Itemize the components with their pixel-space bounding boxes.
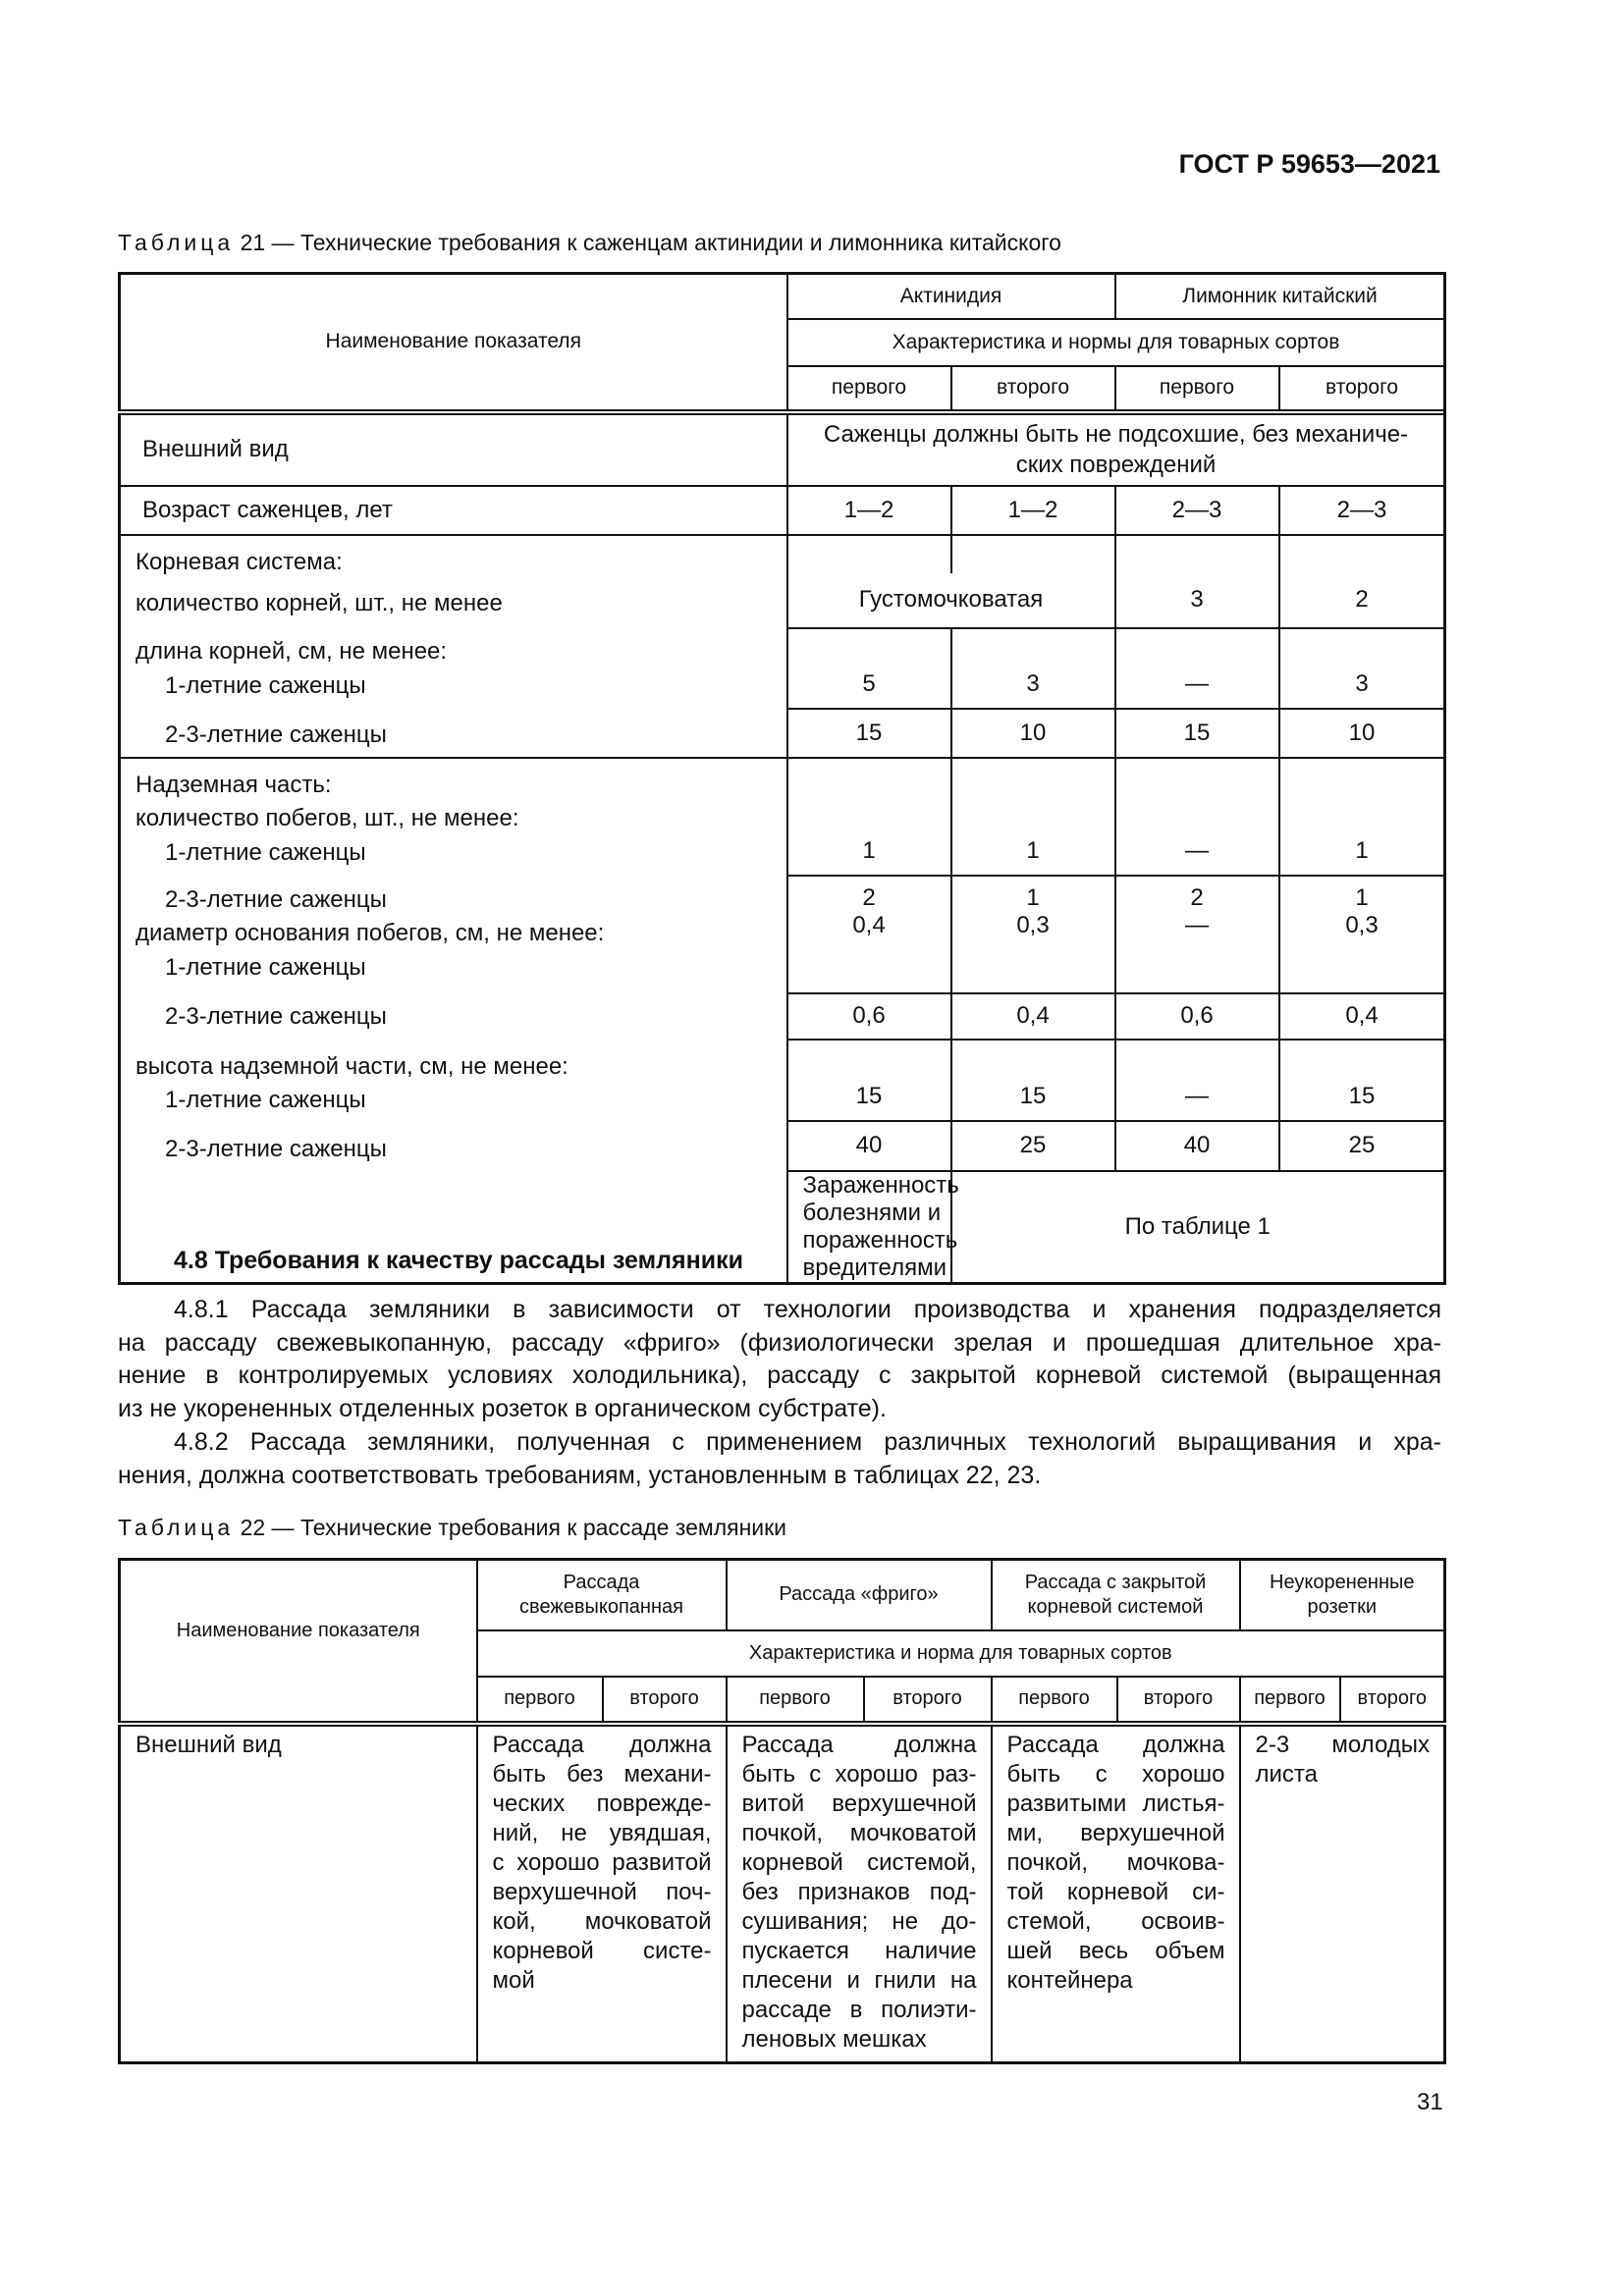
cell: По таблице 1 <box>951 1171 1445 1284</box>
appearance-cell <box>992 1724 1240 2063</box>
header-line: свежевыкопанная <box>519 1595 683 1618</box>
paragraph-4-8-1 <box>118 1294 1441 1425</box>
cell <box>787 535 1115 628</box>
label-line: диаметр основания побегов, см, не менее: <box>135 919 605 946</box>
row-label-roots <box>120 535 787 758</box>
cell: 3 <box>951 628 1115 709</box>
cell: 5 <box>787 628 951 709</box>
header-grade: первого <box>1115 366 1279 412</box>
header-line: Рассада <box>563 1571 640 1593</box>
cell: 2—3 <box>1115 486 1279 535</box>
appearance-cell <box>1240 1724 1445 2063</box>
row-label-above-ground <box>120 758 787 1284</box>
header-grade: второго <box>1340 1677 1445 1724</box>
value-line: Саженцы должны быть не подсохшие, без механиче- <box>823 421 1409 448</box>
label-line: высота надземной части, см, не менее: <box>135 1052 568 1080</box>
cell: 25 <box>951 1121 1115 1171</box>
cell: 1—2 <box>951 486 1115 535</box>
cell: 10 <box>951 709 1115 758</box>
header-grade: второго <box>951 366 1115 412</box>
cell: 10 <box>1279 709 1445 758</box>
cell-text: Густомочковатая <box>858 585 1044 613</box>
header-line: Неукорененные <box>1270 1571 1415 1593</box>
cell: 1 <box>787 758 951 876</box>
cell-line: без признаков под- <box>741 1878 977 1905</box>
label-line: 1-летние саженцы <box>165 671 366 699</box>
cell-text: 0,3 <box>1016 911 1050 938</box>
cell-text: 1 <box>1026 883 1040 911</box>
cell-line: 2-3 молодых <box>1255 1731 1431 1758</box>
header-type <box>992 1560 1240 1630</box>
header-indicator: Наименование показателя <box>120 1560 477 1724</box>
cell-line: листа <box>1255 1760 1318 1788</box>
cell: 15 <box>1115 709 1279 758</box>
header-actinidia: Актинидия <box>787 274 1115 319</box>
label-line: 2-3-летние саженцы <box>165 1135 387 1162</box>
table-22-caption <box>118 1515 786 1541</box>
cell-line: Рассада должна <box>492 1731 712 1758</box>
header-grade: первого <box>787 366 951 412</box>
cell-line: ческих поврежде- <box>492 1789 712 1817</box>
label-line: Корневая система: <box>135 548 343 575</box>
cell: 3 <box>1115 535 1279 628</box>
cell-line: быть с хорошо раз- <box>741 1760 977 1788</box>
table-21-caption <box>118 230 1061 256</box>
cell: 25 <box>1279 1121 1445 1171</box>
cell-line: пускается наличие <box>741 1937 977 1964</box>
cell: 3 <box>1279 628 1445 709</box>
cell-line: плесени и гнили на <box>741 1966 977 1994</box>
label-line: 2-3-летние саженцы <box>165 885 387 913</box>
label-line: количество корней, шт., не менее <box>135 589 503 616</box>
label-line: 2-3-летние саженцы <box>165 1002 387 1030</box>
cell <box>951 876 1115 993</box>
cell-line: быть без механи- <box>492 1760 712 1788</box>
caption-word: Таблица <box>118 230 235 255</box>
cell <box>787 876 951 993</box>
cell-line: ний, не увядшая, <box>492 1819 712 1846</box>
cell-line: той корневой си- <box>1006 1878 1225 1905</box>
page-number: 31 <box>1417 2089 1443 2115</box>
cell-line: Рассада должна <box>1006 1731 1225 1758</box>
paragraph-4-8-2 <box>118 1426 1441 1492</box>
header-norms: Характеристика и норма для товарных сортов <box>477 1630 1445 1677</box>
cell-text: 0,4 <box>852 911 886 938</box>
header-grade: второго <box>1117 1677 1240 1724</box>
cell-line: корневой систе- <box>492 1937 712 1964</box>
cell-line: почкой, мочковатой <box>741 1819 977 1846</box>
header-line: Рассада с закрытой <box>1024 1571 1207 1593</box>
appearance-cell <box>727 1724 992 2063</box>
cell: 0,4 <box>951 993 1115 1040</box>
cell-line: развитыми листья- <box>1006 1789 1225 1817</box>
caption-text: 21 — Технические требования к саженцам актинидии и лимонника китайского <box>234 230 1061 255</box>
cell: 2 <box>1279 535 1445 628</box>
section-heading: 4.8 Требования к качеству рассады земляники <box>174 1247 743 1274</box>
cell: 1 <box>1279 758 1445 876</box>
cell-line: с хорошо развитой <box>492 1848 712 1876</box>
header-grade: первого <box>727 1677 864 1724</box>
header-grade: первого <box>992 1677 1117 1724</box>
cell: 1 <box>951 758 1115 876</box>
paragraph-line: на рассаду свежевыкопанную, рассаду «фриго» (физиологически зрелая и прошедшая длительное хра- <box>118 1328 1441 1357</box>
row-label-disease: Зараженность болезнями и пораженность вредителями <box>787 1171 951 1284</box>
label-line: 1-летние саженцы <box>165 953 366 981</box>
cell: 15 <box>787 709 951 758</box>
cell: 0,6 <box>1115 993 1279 1040</box>
header-line: розетки <box>1307 1595 1378 1618</box>
cell: — <box>1115 628 1279 709</box>
label-line: длина корней, см, не менее: <box>135 637 448 665</box>
header-type <box>1240 1560 1445 1630</box>
cell: 40 <box>1115 1121 1279 1171</box>
paragraph-line: нения, должна соответствовать требованиям, установленным в таблицах 22, 23. <box>118 1461 1042 1489</box>
label-line: количество побегов, шт., не менее: <box>135 804 519 831</box>
cell-text: 2 <box>862 883 876 911</box>
cell-line: мой <box>492 1966 535 1994</box>
cell: 15 <box>951 1040 1115 1121</box>
document-code: ГОСТ Р 59653—2021 <box>1178 149 1440 179</box>
appearance-cell <box>477 1724 727 2063</box>
cell-line: контейнера <box>1006 1966 1133 1994</box>
header-line: Рассада «фриго» <box>779 1583 939 1606</box>
header-grade: первого <box>1240 1677 1340 1724</box>
cell-line: корневой системой, <box>741 1848 977 1876</box>
caption-text: 22 — Технические требования к рассаде земляники <box>234 1515 787 1540</box>
header-grade: первого <box>477 1677 603 1724</box>
cell-line: кой, мочковатой <box>492 1907 712 1935</box>
appearance-value <box>787 412 1445 486</box>
row-label-appearance: Внешний вид <box>120 412 787 486</box>
cell: 40 <box>787 1121 951 1171</box>
cell: 1—2 <box>787 486 951 535</box>
cell-line: Рассада должна <box>741 1731 977 1758</box>
label-line: 1-летние саженцы <box>165 1086 366 1113</box>
cell <box>1115 876 1279 993</box>
caption-word: Таблица <box>118 1515 235 1540</box>
cell: 0,6 <box>787 993 951 1040</box>
cell: — <box>1115 1040 1279 1121</box>
header-norms: Характеристика и нормы для товарных сортов <box>787 319 1445 366</box>
header-type <box>477 1560 727 1630</box>
cell-line: ми, верхушечной <box>1006 1819 1225 1846</box>
label-line: Надземная часть: <box>135 771 332 798</box>
cell-line: шей весь объем <box>1006 1937 1225 1964</box>
table-22 <box>118 1558 1446 2064</box>
paragraph-line: 4.8.1 Рассада земляники в зависимости от технологии производства и хранения подразделяется <box>174 1296 1441 1323</box>
paragraph-line: из не укорененных отделенных розеток в органическом субстрате). <box>118 1394 887 1422</box>
label-line: 1-летние саженцы <box>165 838 366 866</box>
header-line: корневой системой <box>1027 1595 1204 1618</box>
header-type <box>727 1560 992 1630</box>
header-grade: второго <box>603 1677 727 1724</box>
cell-text: 0,3 <box>1345 911 1379 938</box>
cell-line: витой верхушечной <box>741 1789 977 1817</box>
value-line: ских повреждений <box>1015 452 1217 478</box>
header-grade: второго <box>1279 366 1445 412</box>
cell-text: — <box>1185 911 1209 938</box>
table-21 <box>118 272 1446 1285</box>
row-label-appearance: Внешний вид <box>120 1724 477 2063</box>
cell-line: верхушечной поч- <box>492 1878 712 1905</box>
cell: — <box>1115 758 1279 876</box>
cell-line: быть с хорошо <box>1006 1760 1225 1788</box>
partial-divider <box>950 536 952 573</box>
paragraph-line: 4.8.2 Рассада земляники, полученная с применением различных технологий выращивания и хра- <box>174 1428 1441 1456</box>
cell: 2—3 <box>1279 486 1445 535</box>
cell-line: сушивания; не до- <box>741 1907 977 1935</box>
cell: 0,4 <box>1279 993 1445 1040</box>
cell-line: стемой, освоив- <box>1006 1907 1225 1935</box>
cell-text: 1 <box>1355 883 1369 911</box>
label-line: 2-3-летние саженцы <box>165 721 387 748</box>
header-indicator: Наименование показателя <box>120 274 787 412</box>
header-grade: второго <box>864 1677 992 1724</box>
header-schisandra: Лимонник китайский <box>1115 274 1445 319</box>
cell-line: рассаде в полиэти- <box>741 1996 977 2023</box>
paragraph-line: нение в контролируемых условиях холодильника), рассаду с закрытой корневой системой (выращенная <box>118 1362 1441 1390</box>
cell-line: почкой, мочкова- <box>1006 1848 1225 1876</box>
cell-line: леновых мешках <box>741 2025 927 2053</box>
cell: 15 <box>787 1040 951 1121</box>
cell-text: 2 <box>1190 883 1204 911</box>
cell: 15 <box>1279 1040 1445 1121</box>
cell <box>1279 876 1445 993</box>
row-label-age: Возраст саженцев, лет <box>120 486 787 535</box>
